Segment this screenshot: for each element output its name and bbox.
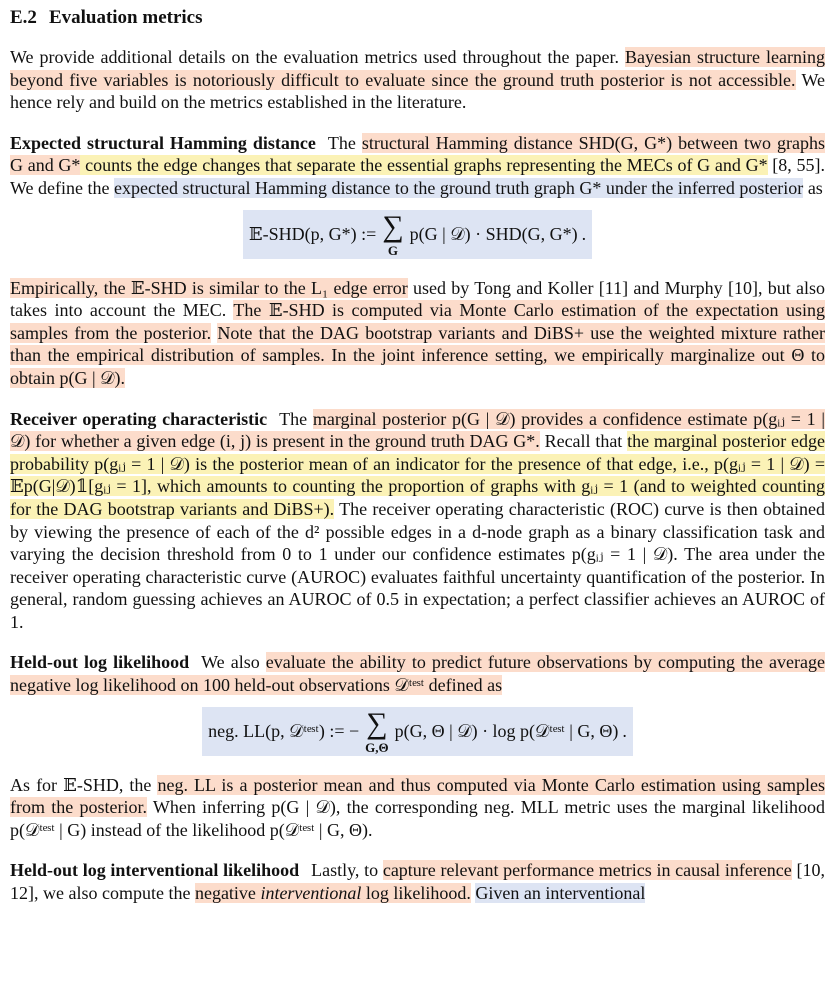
shd-heading: Expected structural Hamming distance — [10, 132, 316, 153]
intro-text-1: We provide additional details on the evaluation metrics used throughout the paper. — [10, 47, 626, 67]
shd2-highlight-1: Empirically, the 𝔼-SHD is similar to the L₁ edge error — [10, 277, 408, 298]
sum-symbol: ∑ G — [382, 209, 404, 258]
shd-paragraph — [10, 132, 825, 200]
shd2-highlight-2: The 𝔼-SHD is computed via Monte Carlo estimation of the expectation using samples from the posterior. — [10, 300, 825, 343]
shd2-text-1: used by Tong and Koller [11] and Murphy [10], but also takes into account the MEC. — [10, 277, 825, 321]
ll-eq-end: . — [622, 720, 627, 741]
shd2-highlight-3: Note that the DAG bootstrap variants and DiBS+ use the weighted mixture rather than the empirical distribution of samples. In the joint inference setting, we empirically marginalize out Θ to obtain p(G | 𝒟). — [10, 322, 826, 388]
intro-text-2: We hence rely and build on the metrics established in the literature. — [10, 69, 825, 113]
shd-highlight-3: expected structural Hamming distance to the ground truth graph G* under the inferred posterior — [114, 177, 804, 198]
ill-heading: Held-out log interventional likelihood — [10, 860, 300, 881]
ll2-text-2: When inferring p(G | 𝒟), the corresponding neg. MLL metric uses the marginal likelihood p(𝒟ᵗᵉˢᵗ | G) instead of the likelihood p(𝒟ᵗᵉˢᵗ | G, Θ). — [10, 797, 825, 840]
shd-text-1: The — [327, 132, 362, 153]
ill-text-1: Lastly, to — [311, 860, 383, 881]
ll-eq-sub: G,Θ — [365, 739, 389, 755]
roc-text-2: Recall that — [539, 431, 628, 452]
ll-equation — [10, 707, 825, 756]
section-heading — [10, 6, 825, 30]
intro-highlight: Bayesian structure learning beyond five variables is notoriously difficult to evaluate since the ground truth posterior is not accessible. — [10, 47, 825, 90]
roc-heading: Receiver operating characteristic — [10, 408, 268, 429]
roc-text-1: The — [279, 408, 313, 429]
ill-highlight-1: capture relevant performance metrics in causal inference — [382, 860, 792, 881]
intro-paragraph — [10, 46, 825, 114]
roc-text-3: The receiver operating characteristic (ROC) curve is then obtained by viewing the presence of each of the d² possible edges in a d-node graph as a binary classification task and varying the decision threshold from 0 to 1 under our confidence estimates p(gᵢⱼ = 1 | 𝒟). The area under the receiver operating characteristic curve (AUROC) evaluates faithful uncertainty quantification of the posterior. In general, random guessing achieves an AUROC of 0.5 in expectation; a perfect classifier achieves an AUROC of 1. — [10, 498, 825, 632]
ll-heading: Held-out log likelihood — [10, 652, 190, 673]
ll-eq-rhs: p(G, Θ | 𝒟) · log p(𝒟ᵗᵉˢᵗ | G, Θ) — [394, 720, 619, 741]
ll2-paragraph — [10, 774, 825, 842]
section-number: E.2 — [10, 7, 37, 28]
shd2-paragraph — [10, 277, 825, 390]
roc-highlight-1: marginal posterior p(G | 𝒟) provides a confidence estimate p(gᵢⱼ = 1 | 𝒟) for whether a given edge (i, j) is present in the ground truth DAG G*. — [10, 408, 826, 452]
ll-eq-lhs: neg. LL(p, 𝒟ᵗᵉˢᵗ) := − — [208, 720, 360, 741]
ll-paragraph — [10, 651, 825, 696]
shd-eq-rhs: p(G | 𝒟) · SHD(G, G*) — [409, 223, 578, 244]
sum-symbol: ∑ G,Θ — [365, 706, 389, 755]
ll2-text-1: As for 𝔼-SHD, the — [10, 774, 158, 795]
section-title: Evaluation metrics — [48, 7, 203, 28]
shd-highlight-2: counts the edge changes that separate the essential graphs representing the MECs of G and G* — [80, 155, 768, 176]
ill-highlight-3: Given an interventional — [475, 883, 646, 904]
ill-highlight-2-italic: interventional — [260, 883, 362, 904]
ill-highlight-2-end: log likelihood. — [361, 883, 471, 904]
shd-highlight-1: structural Hamming distance SHD(G, G*) between two graphs G and G* — [10, 132, 825, 176]
shd-eq-sub: G — [387, 242, 399, 258]
shd-text-3: as — [803, 177, 823, 198]
ill-text-2: [10, 12], we also compute the — [10, 860, 825, 904]
ill-paragraph — [10, 859, 825, 904]
roc-highlight-2: the marginal posterior edge probability p(gᵢⱼ = 1 | 𝒟) is the posterior mean of an indicator for the presence of that edge, i.e., p(gᵢⱼ = 1 | 𝒟) = 𝔼p(G|𝒟)𝟙[gᵢⱼ = 1], which amounts to counting the proportion of graphs with gᵢⱼ = 1 (and to weighted counting for the DAG bootstrap variants and DiBS+). — [10, 431, 825, 519]
shd-equation — [10, 210, 825, 259]
shd-eq-lhs: 𝔼-SHD(p, G*) := — [248, 223, 377, 244]
shd-text-2: [8, 55]. We define the — [10, 155, 825, 198]
ll2-highlight-1: neg. LL is a posterior mean and thus computed via Monte Carlo estimation using samples from the posterior. — [10, 774, 825, 818]
ll-highlight-1: evaluate the ability to predict future observations by computing the average negative log likelihood on 100 held-out observations 𝒟ᵗᵉˢᵗ defined as — [10, 652, 825, 696]
ll-text-1: We also — [201, 652, 266, 673]
ill-highlight-2: negative — [194, 883, 261, 904]
roc-paragraph — [10, 408, 825, 634]
shd-eq-end: . — [581, 223, 587, 244]
